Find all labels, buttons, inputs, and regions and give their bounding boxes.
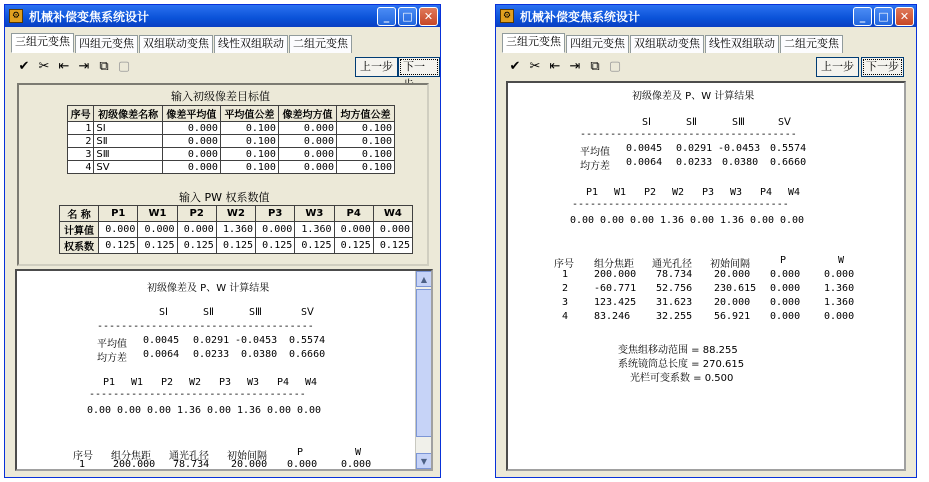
col-mean-tol: 平均值公差 [220,106,278,122]
group-cell: 2 [562,283,569,294]
group-cell: 123.425 [594,297,637,308]
cell: SⅡ [94,135,163,148]
cell: 3 [68,148,94,161]
cell-input[interactable]: 0.000 [278,122,336,135]
cell-input[interactable]: 0.100 [220,148,278,161]
group-cell: 78.734 [173,459,210,470]
group-cell: 200.000 [113,459,156,470]
summary-line: 光栏可变系数 = 0.500 [630,373,734,384]
cell: 2 [68,135,94,148]
indent-icon[interactable]: ⇤ [58,58,70,74]
tab-three-group[interactable]: 三组元变焦 [502,33,565,53]
next-button[interactable]: 下一步 [861,57,904,77]
cell-input[interactable]: 0.000 [162,148,220,161]
tab-four-group[interactable]: 四组元变焦 [566,35,629,53]
col-w3: W3 [295,206,334,222]
col-rms: 像差均方值 [278,106,336,122]
prev-button[interactable]: 上一步 [355,57,398,77]
aberration-target-table [67,105,395,174]
group-header: 初始间隔 [710,259,750,270]
cell: 1.360 [295,222,334,238]
col-p3: P3 [256,206,295,222]
vertical-scrollbar[interactable] [415,271,431,469]
pw-value: 1.36 [720,215,745,226]
table-row [60,222,413,238]
scroll-thumb[interactable] [416,289,432,437]
cell: 0.000 [256,222,295,238]
outdent-icon[interactable]: ⇥ [78,58,90,74]
cell: SⅢ [94,148,163,161]
cell: 0.000 [373,222,412,238]
group-cell: 20.000 [714,269,751,280]
col-name: 名 称 [60,206,99,222]
group-cell: 32.255 [656,311,693,322]
tab-linear-dual[interactable]: 线性双组联动 [214,35,288,53]
col-w1: W1 [138,206,177,222]
dash-line: ------------------------------------ [572,199,789,210]
pw-header: P1 [103,377,116,388]
pw-header: P2 [644,187,657,198]
s-header-4: SⅤ [778,117,791,128]
tab-dual-linked[interactable]: 双组联动变焦 [139,35,213,53]
pw-value: 0.00 [207,405,232,416]
cut-icon[interactable]: ✂ [38,58,50,74]
cell-input[interactable]: 0.125 [177,238,216,254]
group-header: 通光孔径 [652,259,692,270]
left-window [4,4,441,478]
cell-input[interactable]: 0.125 [256,238,295,254]
cell-input[interactable]: 0.125 [216,238,255,254]
col-rms-tol: 均方值公差 [336,106,394,122]
group-cell: 0.000 [770,283,801,294]
tab-linear-dual[interactable]: 线性双组联动 [705,35,779,53]
group-cell: 4 [562,311,569,322]
pw-header: W2 [189,377,202,388]
maximize-icon[interactable]: □ [398,7,417,26]
table-row [68,161,395,174]
col-index: 序号 [68,106,94,122]
app-icon: ⚙ [9,9,23,23]
mean-value: 0.5574 [770,143,807,154]
cell-input[interactable]: 0.100 [220,135,278,148]
cell: 4 [68,161,94,174]
col-w2: W2 [216,206,255,222]
rms-label: 均方差 [580,161,610,172]
mean-value: -0.0453 [235,335,278,346]
group-cell: 56.921 [714,311,751,322]
group-cell: 83.246 [594,311,631,322]
group-cell: 0.000 [824,269,855,280]
group-cell: 1.360 [824,297,855,308]
mean-value: 0.5574 [289,335,326,346]
col-name: 初级像差名称 [94,106,163,122]
cell-input[interactable]: 0.100 [336,161,394,174]
right-window [495,4,917,478]
cell-input[interactable]: 0.000 [162,122,220,135]
group-cell: 78.734 [656,269,693,280]
group-cell: 1.360 [824,283,855,294]
cell-input[interactable]: 0.000 [278,161,336,174]
group-cell: 0.000 [341,459,372,470]
pw-value: 0.00 [117,405,142,416]
toolbar [508,59,622,73]
group-header: W [355,447,362,458]
table-row [60,238,413,254]
group-header: 通光孔径 [169,451,209,462]
group-header: 序号 [73,451,93,462]
table1-title: 输入初级像差目标值 [171,90,270,103]
left-results-box[interactable] [15,269,433,471]
summary-line: 系统镜筒总长度 = 270.615 [618,359,745,370]
group-header: P [780,255,787,266]
tab-dual-linked[interactable]: 双组联动变焦 [630,35,704,53]
window-title: 机械补偿变焦系统设计 [29,9,150,24]
pw-header: W1 [131,377,144,388]
pw-value: 0.00 [147,405,172,416]
mean-label: 平均值 [580,147,610,158]
pw-header: W3 [247,377,260,388]
pw-header: W2 [672,187,685,198]
right-results-box[interactable] [506,81,906,471]
cell-input[interactable]: 0.125 [99,238,138,254]
cell: 0.000 [138,222,177,238]
cell-input[interactable]: 0.000 [162,135,220,148]
outdent-icon[interactable]: ⇥ [569,58,581,74]
group-header: W [838,255,845,266]
col-w4: W4 [373,206,412,222]
next-button[interactable]: 下一 [398,57,440,77]
group-cell: 0.000 [824,311,855,322]
pw-value: 1.36 [660,215,685,226]
pw-value: 0.00 [750,215,775,226]
tab-strip [11,35,353,53]
pw-value: 0.00 [600,215,625,226]
check-icon[interactable]: ✔ [509,58,521,74]
cell: SⅠ [94,122,163,135]
table-row [68,122,395,135]
toolbar [17,59,131,73]
close-icon[interactable]: ✕ [895,7,914,26]
pw-value: 0.00 [87,405,112,416]
cell-input[interactable]: 0.100 [336,122,394,135]
cell: 0.000 [334,222,373,238]
paste-icon[interactable]: ▢ [117,58,131,74]
group-cell: 31.623 [656,297,693,308]
tab-two-group[interactable]: 二组元变焦 [780,35,843,53]
group-header: 组分焦距 [594,259,634,270]
pw-header: P1 [586,187,599,198]
cell-input[interactable]: 0.100 [336,135,394,148]
group-header: 初始间隔 [227,451,267,462]
row-label: 计算值 [60,222,99,238]
cell: 0.000 [177,222,216,238]
group-cell: 20.000 [714,297,751,308]
cell: 1 [68,122,94,135]
cell-input[interactable]: 0.100 [220,161,278,174]
rms-label: 均方差 [97,353,127,364]
group-header: 序号 [554,259,574,270]
cell-input[interactable]: 0.125 [138,238,177,254]
rms-value: 0.0380 [722,157,759,168]
col-mean: 像差平均值 [162,106,220,122]
close-icon[interactable]: ✕ [419,7,438,26]
pw-header: P4 [277,377,290,388]
pw-header: P2 [161,377,174,388]
rms-value: 0.6660 [770,157,807,168]
pw-value: 0.00 [690,215,715,226]
cut-icon[interactable]: ✂ [529,58,541,74]
mean-value: -0.0453 [718,143,761,154]
dash-line: ------------------------------------ [97,321,314,332]
minimize-icon[interactable]: _ [853,7,872,26]
mean-value: 0.0291 [676,143,713,154]
row-label: 权系数 [60,238,99,254]
group-cell: 230.615 [714,283,757,294]
cell-input[interactable]: 0.125 [373,238,412,254]
group-cell: 0.000 [770,269,801,280]
rms-value: 0.0064 [143,349,180,360]
pw-header: W4 [788,187,801,198]
cell: 0.000 [99,222,138,238]
tab-two-group[interactable]: 二组元变焦 [289,35,352,53]
cell-input[interactable]: 0.125 [334,238,373,254]
minimize-icon[interactable]: _ [377,7,396,26]
cell-input[interactable]: 0.000 [278,148,336,161]
cell: 1.360 [216,222,255,238]
scroll-down-icon[interactable]: ▼ [416,453,432,469]
check-icon[interactable]: ✔ [18,58,30,74]
left-titlebar[interactable] [5,5,440,27]
group-cell: -60.771 [594,283,637,294]
pw-value: 1.36 [237,405,262,416]
group-cell: 0.000 [770,297,801,308]
s-header-1: SⅠ [159,307,168,318]
pw-header: P3 [219,377,232,388]
pw-value: 0.00 [630,215,655,226]
dash-line: ------------------------------------ [580,129,797,140]
prev-button[interactable]: 上一步 [816,57,859,77]
tab-four-group[interactable]: 四组元变焦 [75,35,138,53]
cell: SⅤ [94,161,163,174]
rms-value: 0.0233 [193,349,230,360]
pw-value: 0.00 [297,405,322,416]
results-title: 初级像差及 P、W 计算结果 [632,91,755,102]
rms-value: 0.0380 [241,349,278,360]
group-cell: 3 [562,297,569,308]
group-cell: 1 [79,459,86,470]
pw-header: P3 [702,187,715,198]
col-p2: P2 [177,206,216,222]
col-p1: P1 [99,206,138,222]
s-header-2: SⅡ [686,117,697,128]
tab-strip [502,35,844,53]
group-header: P [297,447,304,458]
right-titlebar[interactable] [496,5,916,27]
scroll-up-icon[interactable]: ▲ [416,271,432,287]
pw-value: 0.00 [780,215,805,226]
cell-input[interactable]: 0.125 [295,238,334,254]
pw-weight-table [59,205,413,254]
dash-line: ------------------------------------ [89,389,306,400]
s-header-2: SⅡ [203,307,214,318]
col-p4: P4 [334,206,373,222]
tab-three-group[interactable]: 三组元变焦 [11,33,74,53]
pw-header: W4 [305,377,318,388]
copy-icon[interactable]: ⧉ [99,58,109,74]
s-header-3: SⅢ [732,117,745,128]
table-row [68,148,395,161]
table2-title: 输入 PW 权系数值 [179,191,270,204]
input-panel [17,83,429,266]
pw-value: 0.00 [570,215,595,226]
pw-header: W3 [730,187,743,198]
cell-input[interactable]: 0.100 [220,122,278,135]
app-icon: ⚙ [500,9,514,23]
s-header-4: SⅤ [301,307,314,318]
pw-header: P4 [760,187,773,198]
mean-label: 平均值 [97,339,127,350]
s-header-3: SⅢ [249,307,262,318]
group-cell: 20.000 [231,459,268,470]
indent-icon[interactable]: ⇤ [549,58,561,74]
cell-input[interactable]: 0.000 [162,161,220,174]
mean-value: 0.0045 [143,335,180,346]
s-header-1: SⅠ [642,117,651,128]
results-title: 初级像差及 P、W 计算结果 [147,283,270,294]
maximize-icon[interactable]: □ [874,7,893,26]
cell-input[interactable]: 0.100 [336,148,394,161]
group-cell: 1 [562,269,569,280]
group-cell: 52.756 [656,283,693,294]
mean-value: 0.0291 [193,335,230,346]
cell-input[interactable]: 0.000 [278,135,336,148]
pw-value: 0.00 [267,405,292,416]
summary-line: 变焦组移动范围 = 88.255 [618,345,738,356]
group-cell: 0.000 [770,311,801,322]
mean-value: 0.0045 [626,143,663,154]
paste-icon[interactable]: ▢ [608,58,622,74]
copy-icon[interactable]: ⧉ [590,58,600,74]
rms-value: 0.6660 [289,349,326,360]
pw-header: W1 [614,187,627,198]
group-header: 组分焦距 [111,451,151,462]
group-cell: 200.000 [594,269,637,280]
group-cell: 0.000 [287,459,318,470]
table-row [68,135,395,148]
pw-value: 1.36 [177,405,202,416]
window-title: 机械补偿变焦系统设计 [520,9,641,24]
rms-value: 0.0233 [676,157,713,168]
rms-value: 0.0064 [626,157,663,168]
